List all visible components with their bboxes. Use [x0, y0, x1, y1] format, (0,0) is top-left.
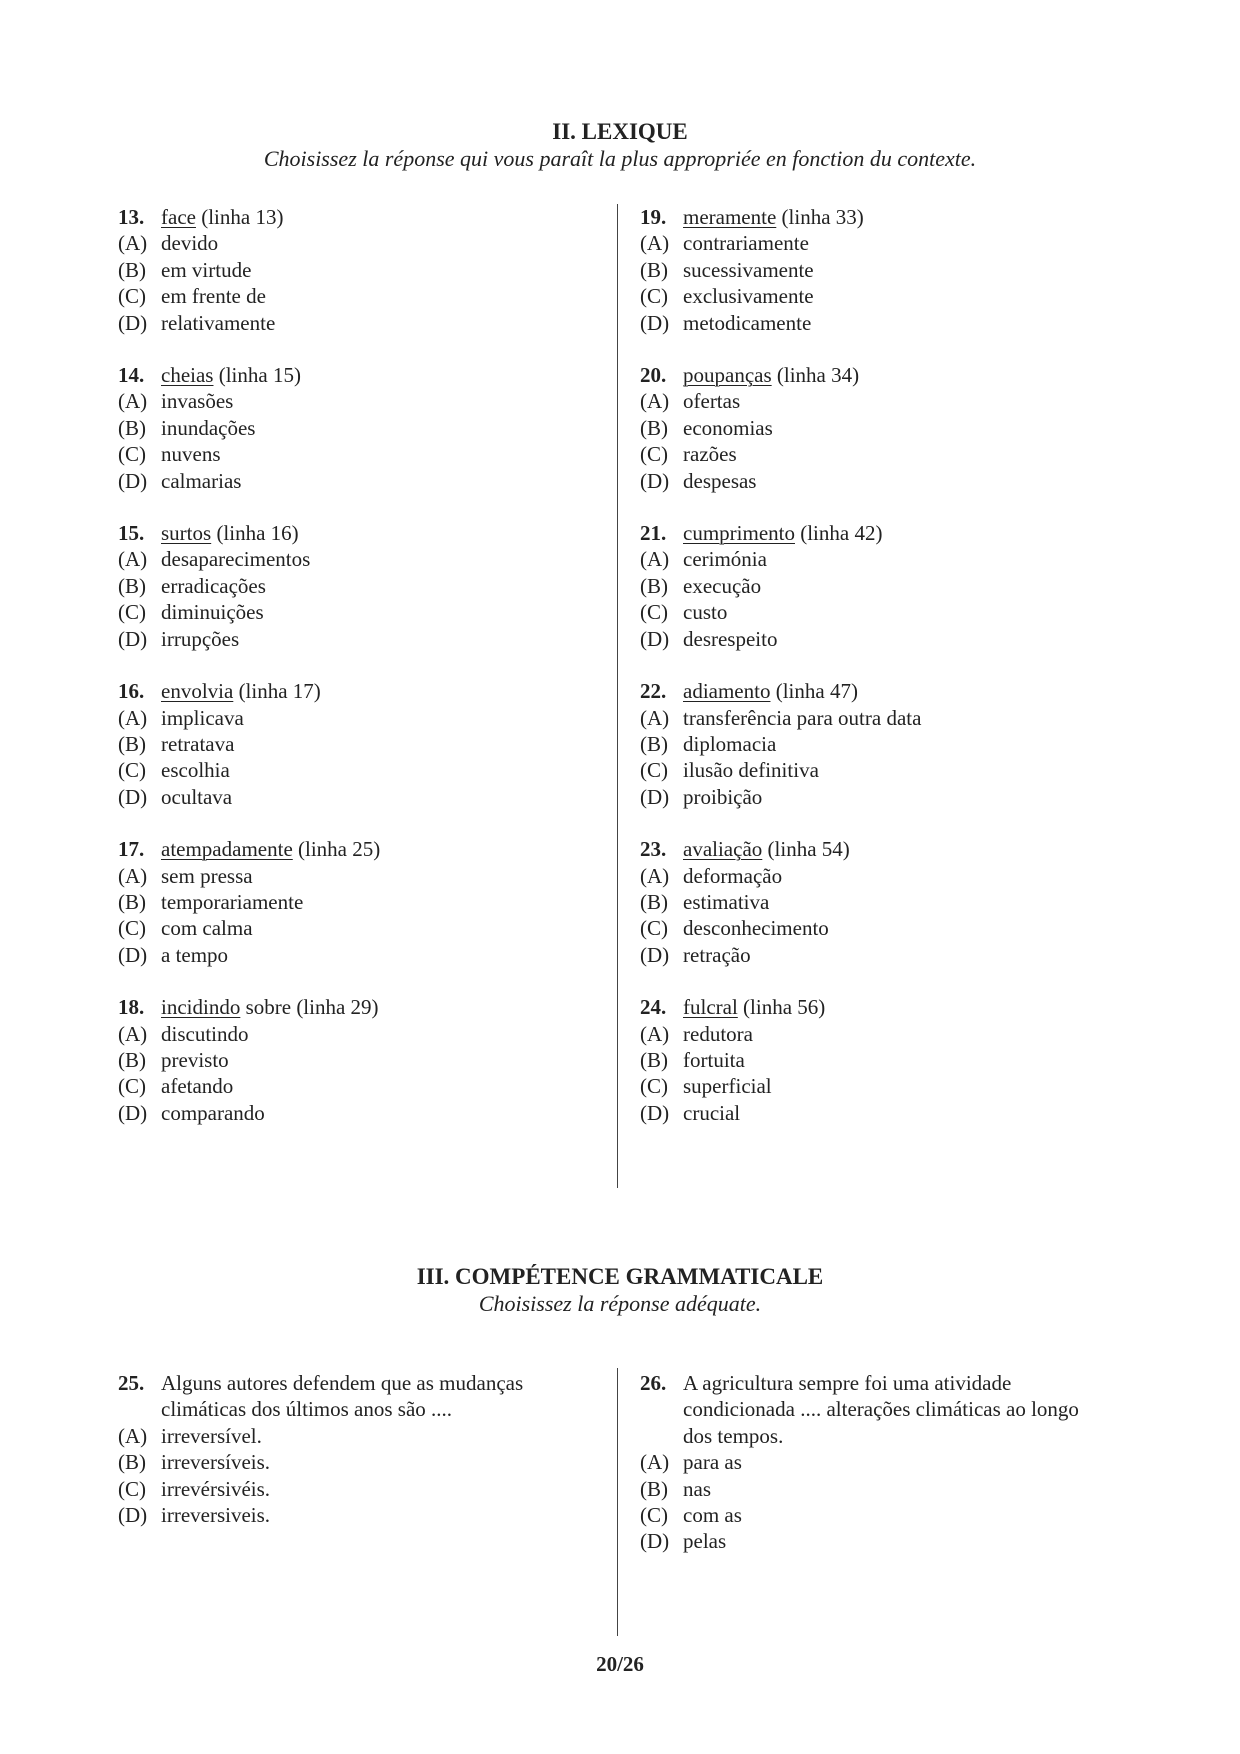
option-text: fortuita	[683, 1047, 745, 1072]
question-header	[118, 994, 598, 1020]
option-text: a tempo	[161, 942, 229, 967]
option-letter: (B)	[640, 1047, 668, 1072]
option-text: escolhia	[161, 758, 230, 783]
option-letter: (B)	[118, 731, 146, 756]
option-text: redutora	[683, 1021, 753, 1046]
option-letter: (D)	[118, 468, 148, 493]
answer-option	[640, 863, 1130, 889]
option-text: cerimónia	[683, 547, 767, 572]
option-text: invasões	[161, 389, 234, 414]
answer-option	[118, 599, 598, 625]
question-number: 22.	[640, 679, 667, 704]
answer-option	[640, 1073, 1130, 1099]
question-header	[640, 994, 1130, 1020]
question-number: 20.	[640, 363, 667, 388]
option-letter: (A)	[118, 547, 148, 572]
grammaire-left-column	[118, 1370, 594, 1554]
question-stem-line	[640, 1370, 1120, 1396]
option-text: irreversiveis.	[161, 1503, 271, 1528]
answer-option	[640, 388, 1130, 414]
line-reference: (linha 16)	[211, 521, 299, 546]
target-word: cumprimento	[683, 521, 795, 546]
option-letter: (B)	[118, 1047, 146, 1072]
option-text: desrespeito	[683, 626, 778, 651]
answer-option	[118, 573, 598, 599]
column-divider	[617, 204, 618, 1188]
question-stem: dos tempos.	[683, 1423, 784, 1448]
option-text: pelas	[683, 1529, 727, 1554]
answer-option	[118, 942, 598, 968]
answer-option	[640, 1449, 1120, 1475]
option-text: contrariamente	[683, 231, 809, 256]
option-text: em frente de	[161, 284, 266, 309]
question-stem: condicionada .... alterações climáticas ao longo	[683, 1397, 1079, 1422]
option-letter: (A)	[640, 1021, 670, 1046]
answer-option	[118, 468, 598, 494]
answer-option	[640, 942, 1130, 968]
question-stem-line	[118, 1396, 594, 1422]
option-text: erradicações	[161, 573, 266, 598]
line-reference: (linha 15)	[213, 363, 301, 388]
option-letter: (C)	[640, 284, 668, 309]
option-text: discutindo	[161, 1021, 249, 1046]
option-letter: (D)	[640, 468, 670, 493]
option-letter: (A)	[640, 389, 670, 414]
answer-option	[640, 441, 1130, 467]
option-letter: (C)	[640, 916, 668, 941]
answer-option	[640, 573, 1130, 599]
question-item	[118, 994, 598, 1126]
option-text: proibição	[683, 784, 763, 809]
line-reference: (linha 25)	[292, 837, 381, 862]
answer-option	[118, 731, 598, 757]
option-letter: (D)	[640, 1529, 670, 1554]
option-text: diplomacia	[683, 731, 777, 756]
line-reference: sobre (linha 29)	[240, 995, 379, 1020]
line-reference: (linha 13)	[195, 205, 284, 229]
answer-option	[118, 784, 598, 810]
option-letter: (C)	[640, 1503, 668, 1528]
option-text: deformação	[683, 863, 783, 888]
option-letter: (C)	[118, 758, 146, 783]
question-stem-line	[640, 1423, 1120, 1449]
answer-option	[640, 230, 1130, 256]
option-text: com as	[683, 1503, 742, 1528]
option-letter: (B)	[118, 415, 146, 440]
answer-option	[640, 757, 1130, 783]
question-text	[161, 994, 379, 1020]
section-title-lexique: II. LEXIQUE	[552, 119, 688, 144]
question-item	[118, 678, 598, 810]
question-number: 21.	[640, 521, 667, 546]
line-reference: (linha 56)	[737, 995, 826, 1020]
line-reference: (linha 54)	[762, 837, 850, 862]
answer-option	[640, 1502, 1120, 1528]
option-text: sem pressa	[161, 863, 253, 888]
option-letter: (C)	[118, 442, 146, 467]
question-header	[118, 678, 598, 704]
option-text: razões	[683, 442, 737, 467]
answer-option	[640, 705, 1130, 731]
section-instruction-grammaire: Choisissez la réponse adéquate.	[478, 1291, 762, 1316]
question-number: 25.	[118, 1371, 145, 1395]
option-letter: (B)	[118, 573, 146, 598]
answer-option	[118, 441, 598, 467]
option-text: irreversível.	[161, 1423, 262, 1448]
option-letter: (C)	[640, 442, 668, 467]
question-number: 18.	[118, 995, 145, 1020]
question-number: 23.	[640, 837, 667, 862]
option-text: previsto	[161, 1047, 229, 1072]
lexique-left-column	[118, 204, 598, 1152]
option-text: retratava	[161, 731, 235, 756]
option-text: desaparecimentos	[161, 547, 311, 572]
question-header	[640, 204, 1130, 230]
option-text: nas	[683, 1476, 711, 1501]
option-text: implicava	[161, 705, 244, 730]
question-number: 17.	[118, 837, 145, 862]
option-letter: (D)	[640, 784, 670, 809]
question-header	[640, 678, 1130, 704]
option-letter: (A)	[118, 231, 148, 256]
option-letter: (D)	[118, 626, 148, 651]
lexique-right-column	[640, 204, 1130, 1152]
option-text: irrevérsivéis.	[161, 1476, 271, 1501]
option-text: ocultava	[161, 784, 233, 809]
column-divider	[617, 1368, 618, 1636]
question-header	[118, 204, 598, 230]
answer-option	[118, 310, 598, 336]
option-letter: (B)	[640, 257, 668, 282]
answer-option	[118, 388, 598, 414]
option-text: desconhecimento	[683, 916, 829, 941]
question-header	[640, 836, 1130, 862]
line-reference: (linha 33)	[776, 205, 864, 229]
question-item	[118, 204, 598, 336]
answer-option	[640, 889, 1130, 915]
question-number: 19.	[640, 205, 667, 229]
question-stem: A agricultura sempre foi uma atividade	[683, 1371, 1012, 1395]
option-letter: (B)	[640, 1476, 668, 1501]
option-text: inundações	[161, 415, 256, 440]
target-word: face	[161, 205, 196, 229]
option-letter: (A)	[118, 863, 148, 888]
question-header	[118, 836, 598, 862]
question-indent	[118, 1396, 161, 1422]
answer-option	[118, 1449, 594, 1475]
option-letter: (B)	[118, 889, 146, 914]
question-item	[118, 520, 598, 652]
option-text: retração	[683, 942, 751, 967]
option-text: metodicamente	[683, 310, 812, 335]
option-letter: (B)	[640, 415, 668, 440]
option-letter: (D)	[118, 1503, 148, 1528]
option-letter: (A)	[118, 705, 148, 730]
answer-option	[640, 1047, 1130, 1073]
answer-option	[640, 283, 1130, 309]
question-item	[640, 836, 1130, 968]
option-text: superficial	[683, 1074, 772, 1099]
option-letter: (C)	[118, 284, 146, 309]
question-text	[161, 836, 380, 862]
option-text: crucial	[683, 1100, 741, 1125]
option-text: ilusão definitiva	[683, 758, 819, 783]
section-instruction-lexique: Choisissez la réponse qui vous paraît la plus appropriée en fonction du contexte.	[263, 146, 977, 171]
option-text: para as	[683, 1450, 742, 1475]
target-word: fulcral	[683, 995, 738, 1020]
target-word: avaliação	[683, 837, 763, 862]
question-text	[683, 994, 825, 1020]
answer-option	[118, 415, 598, 441]
question-item	[118, 1370, 594, 1528]
answer-option	[118, 626, 598, 652]
question-text	[161, 520, 299, 546]
answer-option	[118, 1100, 598, 1126]
option-letter: (D)	[118, 942, 148, 967]
question-number: 14.	[118, 363, 145, 388]
question-item	[640, 362, 1130, 494]
answer-option	[118, 1047, 598, 1073]
option-letter: (B)	[118, 257, 146, 282]
answer-option	[640, 1100, 1130, 1126]
target-word: atempadamente	[161, 837, 293, 862]
option-text: irreversíveis.	[161, 1450, 271, 1475]
option-text: afetando	[161, 1074, 234, 1099]
option-letter: (B)	[640, 573, 668, 598]
answer-option	[118, 1021, 598, 1047]
question-number: 24.	[640, 995, 667, 1020]
option-letter: (A)	[118, 389, 148, 414]
answer-option	[118, 1476, 594, 1502]
answer-option	[640, 1528, 1120, 1554]
question-text	[683, 836, 850, 862]
option-text: economias	[683, 415, 773, 440]
question-item	[118, 836, 598, 968]
question-header	[118, 520, 598, 546]
line-reference: (linha 17)	[233, 679, 321, 704]
question-item	[640, 994, 1130, 1126]
answer-option	[640, 731, 1130, 757]
answer-option	[640, 546, 1130, 572]
option-letter: (D)	[640, 942, 670, 967]
question-item	[640, 678, 1130, 810]
question-item	[640, 204, 1130, 336]
answer-option	[118, 915, 598, 941]
answer-option	[640, 599, 1130, 625]
target-word: incidindo	[161, 995, 241, 1020]
answer-option	[118, 863, 598, 889]
option-letter: (A)	[640, 1450, 670, 1475]
question-text	[161, 678, 321, 704]
option-text: custo	[683, 600, 728, 625]
question-indent	[640, 1423, 683, 1449]
answer-option	[640, 468, 1130, 494]
question-stem-line	[640, 1396, 1120, 1422]
answer-option	[118, 757, 598, 783]
option-letter: (D)	[118, 1100, 148, 1125]
option-text: diminuições	[161, 600, 264, 625]
option-text: exclusivamente	[683, 284, 814, 309]
question-header	[640, 362, 1130, 388]
option-letter: (C)	[640, 600, 668, 625]
answer-option	[118, 1423, 594, 1449]
answer-option	[118, 546, 598, 572]
question-text	[683, 678, 858, 704]
question-header	[640, 520, 1130, 546]
answer-option	[118, 1502, 594, 1528]
option-letter: (C)	[640, 1074, 668, 1099]
target-word: envolvia	[161, 679, 234, 704]
option-letter: (D)	[640, 310, 670, 335]
option-letter: (A)	[640, 231, 670, 256]
answer-option	[640, 1476, 1120, 1502]
line-reference: (linha 34)	[771, 363, 860, 388]
question-text	[161, 204, 283, 230]
answer-option	[640, 257, 1130, 283]
option-letter: (D)	[640, 1100, 670, 1125]
option-text: em virtude	[161, 257, 252, 282]
option-letter: (B)	[118, 1450, 146, 1475]
option-text: despesas	[683, 468, 757, 493]
question-item	[118, 362, 598, 494]
question-number: 26.	[640, 1371, 667, 1395]
question-number: 15.	[118, 521, 145, 546]
option-letter: (C)	[118, 600, 146, 625]
answer-option	[640, 310, 1130, 336]
question-text	[683, 362, 859, 388]
answer-option	[640, 1021, 1130, 1047]
target-word: surtos	[161, 521, 212, 546]
question-header	[118, 362, 598, 388]
answer-option	[118, 283, 598, 309]
option-text: estimativa	[683, 889, 770, 914]
option-letter: (D)	[118, 310, 148, 335]
question-item	[640, 1370, 1120, 1555]
option-text: ofertas	[683, 389, 741, 414]
question-item	[640, 520, 1130, 652]
option-letter: (C)	[118, 916, 146, 941]
question-text	[683, 204, 864, 230]
option-text: transferência para outra data	[683, 705, 922, 730]
line-reference: (linha 42)	[794, 521, 883, 546]
answer-option	[118, 889, 598, 915]
answer-option	[640, 415, 1130, 441]
option-letter: (C)	[640, 758, 668, 783]
option-letter: (C)	[118, 1074, 146, 1099]
option-letter: (A)	[118, 1423, 148, 1448]
option-letter: (A)	[640, 863, 670, 888]
question-indent	[640, 1396, 683, 1422]
option-text: calmarias	[161, 468, 242, 493]
target-word: poupanças	[683, 363, 772, 388]
option-text: nuvens	[161, 442, 221, 467]
target-word: adiamento	[683, 679, 771, 704]
answer-option	[640, 784, 1130, 810]
option-text: devido	[161, 231, 219, 256]
option-letter: (A)	[640, 547, 670, 572]
answer-option	[640, 626, 1130, 652]
option-letter: (C)	[118, 1476, 146, 1501]
answer-option	[640, 915, 1130, 941]
question-stem: Alguns autores defendem que as mudanças	[161, 1371, 524, 1395]
option-text: sucessivamente	[683, 257, 814, 282]
question-stem-line	[118, 1370, 594, 1396]
option-text: temporariamente	[161, 889, 304, 914]
option-letter: (B)	[640, 889, 668, 914]
question-text	[161, 362, 301, 388]
answer-option	[118, 257, 598, 283]
answer-option	[118, 230, 598, 256]
question-stem: climáticas dos últimos anos são ....	[161, 1397, 453, 1422]
option-text: relativamente	[161, 310, 276, 335]
question-text	[683, 520, 882, 546]
section-title-grammaire: III. COMPÉTENCE GRAMMATICALE	[416, 1264, 824, 1289]
target-word: meramente	[683, 205, 777, 229]
answer-option	[118, 1073, 598, 1099]
grammaire-right-column	[640, 1370, 1120, 1581]
line-reference: (linha 47)	[770, 679, 858, 704]
option-letter: (A)	[118, 1021, 148, 1046]
option-text: comparando	[161, 1100, 265, 1125]
option-letter: (D)	[118, 784, 148, 809]
option-text: execução	[683, 573, 762, 598]
option-letter: (D)	[640, 626, 670, 651]
option-text: com calma	[161, 916, 253, 941]
option-letter: (A)	[640, 705, 670, 730]
target-word: cheias	[161, 363, 214, 388]
question-number: 13.	[118, 205, 145, 229]
option-letter: (B)	[640, 731, 668, 756]
answer-option	[118, 705, 598, 731]
page-number: 20/26	[596, 1652, 644, 1676]
option-text: irrupções	[161, 626, 240, 651]
question-number: 16.	[118, 679, 145, 704]
